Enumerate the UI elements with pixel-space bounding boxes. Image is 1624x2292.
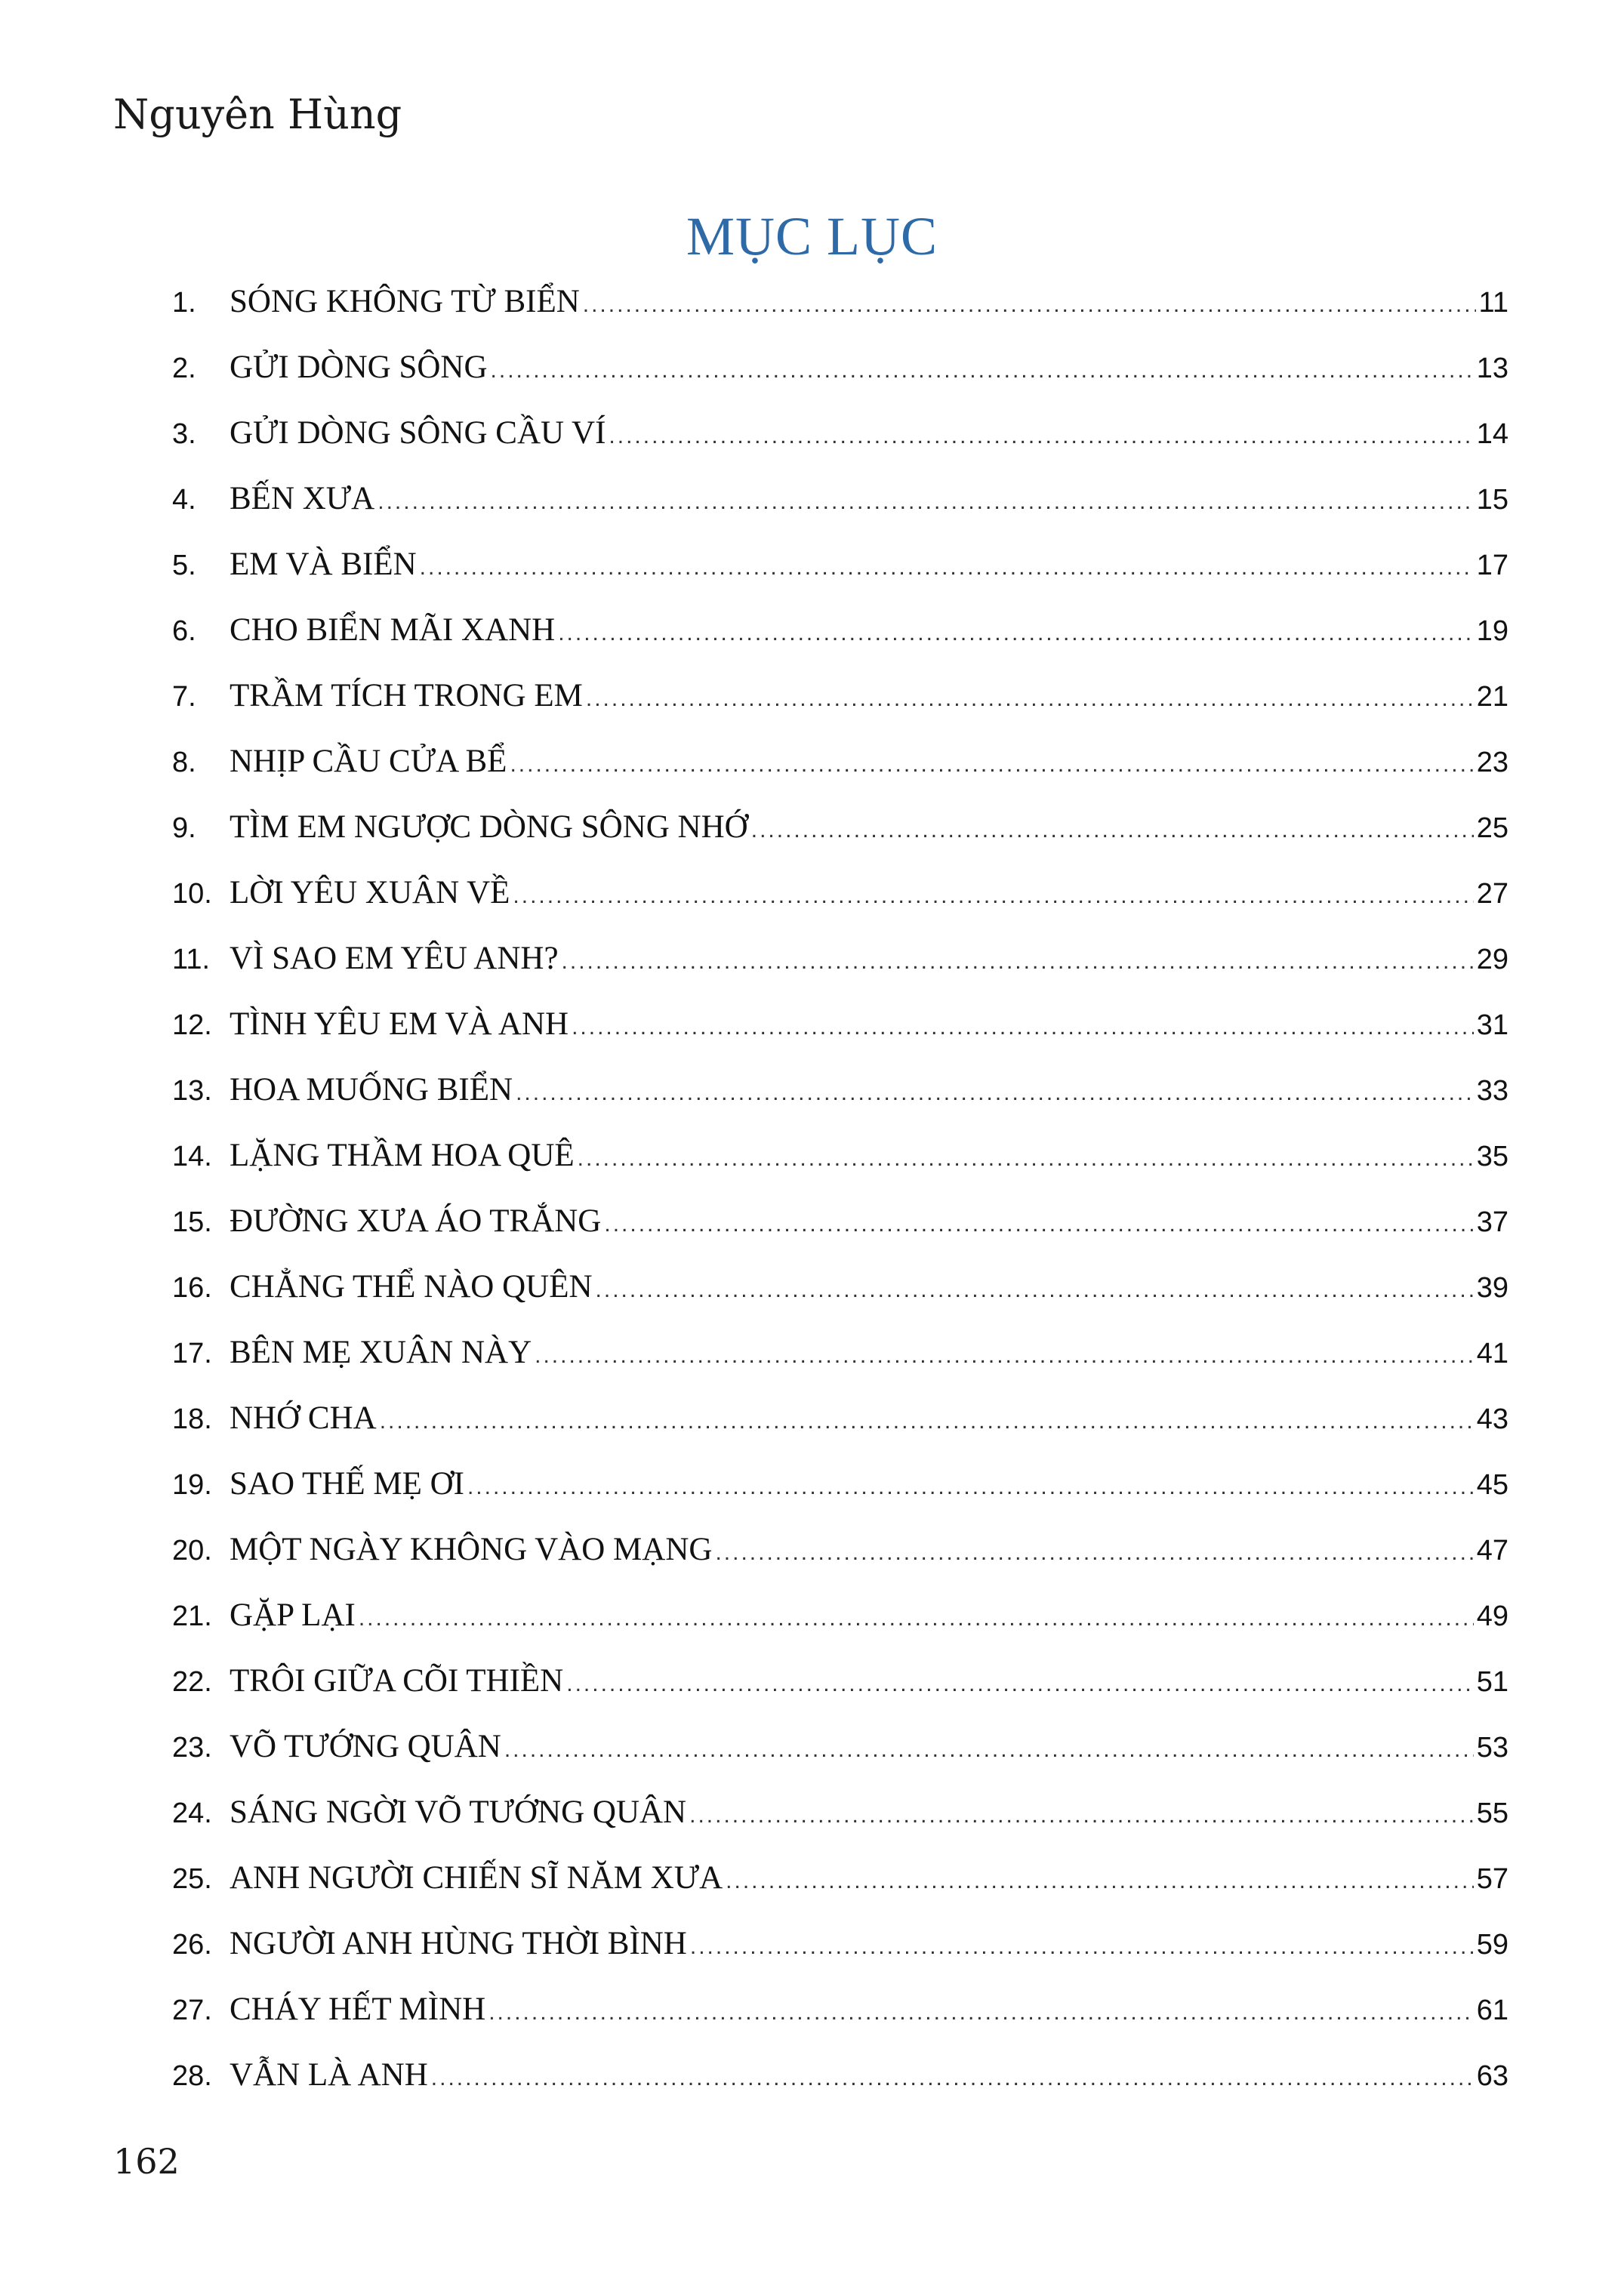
toc-entry-page: 31 bbox=[1476, 1009, 1508, 1041]
toc-entry-title: ĐƯỜNG XƯA ÁO TRẮNG bbox=[230, 1203, 602, 1239]
toc-entry-page: 37 bbox=[1476, 1206, 1508, 1238]
toc-entry-number: 26. bbox=[172, 1929, 212, 1961]
toc-dot-leader bbox=[566, 1656, 1473, 1713]
toc-entry-title: LẶNG THẦM HOA QUÊ bbox=[230, 1138, 575, 1173]
toc-entry-title: BÊN MẸ XUÂN NÀY bbox=[230, 1335, 532, 1370]
toc-entry-page: 53 bbox=[1476, 1732, 1508, 1764]
toc-dot-leader bbox=[510, 736, 1473, 793]
toc-entry[interactable] bbox=[172, 1587, 1508, 1653]
toc-entry-number: 20. bbox=[172, 1535, 212, 1567]
toc-entry-title: TRẦM TÍCH TRONG EM bbox=[230, 678, 583, 713]
toc-entry-page: 45 bbox=[1476, 1469, 1508, 1501]
toc-entry-page: 57 bbox=[1476, 1863, 1508, 1895]
toc-entry-number: 19. bbox=[172, 1469, 212, 1501]
toc-entry-page: 11 bbox=[1478, 287, 1508, 319]
toc-entry[interactable] bbox=[172, 930, 1508, 996]
toc-entry-number: 23. bbox=[172, 1732, 212, 1764]
toc-entry-title: BẾN XƯA bbox=[230, 481, 375, 516]
toc-entry-title: VẪN LÀ ANH bbox=[230, 2057, 428, 2093]
toc-entry-title: TÌM EM NGƯỢC DÒNG SÔNG NHỚ bbox=[230, 809, 748, 845]
toc-entry[interactable] bbox=[172, 733, 1508, 799]
toc-dot-leader bbox=[596, 1262, 1474, 1319]
toc-entry-number: 24. bbox=[172, 1798, 212, 1829]
toc-entry-number: 10. bbox=[172, 878, 212, 910]
toc-entry[interactable] bbox=[172, 602, 1508, 667]
toc-entry-page: 35 bbox=[1476, 1141, 1508, 1172]
toc-entry-page: 13 bbox=[1476, 353, 1508, 384]
toc-entry-title: TRÔI GIỮA CÕI THIỀN bbox=[230, 1663, 564, 1699]
toc-title: MỤC LỤC bbox=[686, 206, 938, 266]
toc-entry[interactable] bbox=[172, 799, 1508, 864]
toc-entry-number: 15. bbox=[172, 1206, 212, 1238]
toc-entry-title: SÁNG NGỜI VÕ TƯỚNG QUÂN bbox=[230, 1794, 687, 1830]
toc-entry-title: VÕ TƯỚNG QUÂN bbox=[230, 1729, 501, 1764]
toc-entry-page: 15 bbox=[1476, 484, 1508, 516]
toc-dot-leader bbox=[431, 2050, 1474, 2107]
toc-entry-number: 4. bbox=[172, 484, 196, 516]
page-number: 162 bbox=[113, 2141, 180, 2182]
toc-entry-title: NHỊP CẦU CỬA BỂ bbox=[230, 744, 507, 779]
toc-entry-page: 49 bbox=[1476, 1600, 1508, 1632]
toc-entry[interactable] bbox=[172, 339, 1508, 405]
toc-entry-page: 61 bbox=[1476, 1995, 1508, 2026]
toc-dot-leader bbox=[751, 802, 1474, 859]
toc-entry-page: 41 bbox=[1476, 1338, 1508, 1369]
toc-entry[interactable] bbox=[172, 1521, 1508, 1587]
toc-entry-page: 59 bbox=[1476, 1929, 1508, 1961]
toc-entry[interactable] bbox=[172, 273, 1508, 339]
toc-entry-number: 9. bbox=[172, 812, 196, 844]
toc-dot-leader bbox=[516, 1064, 1474, 1122]
toc-entry-number: 21. bbox=[172, 1600, 212, 1632]
toc-dot-leader bbox=[359, 1590, 1474, 1647]
toc-dot-leader bbox=[558, 605, 1474, 662]
toc-dot-leader bbox=[604, 1196, 1473, 1253]
toc-entry[interactable] bbox=[172, 1784, 1508, 1850]
toc-entry-number: 25. bbox=[172, 1863, 212, 1895]
toc-entry-title: HOA MUỐNG BIỂN bbox=[230, 1072, 513, 1107]
toc-entry[interactable] bbox=[172, 1390, 1508, 1456]
toc-entry[interactable] bbox=[172, 405, 1508, 470]
toc-dot-leader bbox=[583, 276, 1476, 334]
toc-entry-number: 5. bbox=[172, 550, 196, 581]
toc-entry-page: 51 bbox=[1476, 1666, 1508, 1698]
toc-dot-leader bbox=[467, 1459, 1474, 1516]
toc-entry[interactable] bbox=[172, 996, 1508, 1061]
toc-dot-leader bbox=[572, 999, 1474, 1056]
toc-entry[interactable] bbox=[172, 667, 1508, 733]
toc-entry-title: CHÁY HẾT MÌNH bbox=[230, 1992, 486, 2027]
toc-entry[interactable] bbox=[172, 864, 1508, 930]
toc-entry-title: SAO THẾ MẸ ƠI bbox=[230, 1466, 464, 1502]
toc-entry[interactable] bbox=[172, 1850, 1508, 1915]
toc-entry-title: SÓNG KHÔNG TỪ BIỂN bbox=[230, 284, 580, 319]
toc-entry-title: MỘT NGÀY KHÔNG VÀO MẠNG bbox=[230, 1532, 713, 1567]
toc-dot-leader bbox=[586, 670, 1474, 728]
toc-entry-number: 22. bbox=[172, 1666, 212, 1698]
toc-entry-number: 17. bbox=[172, 1338, 212, 1369]
toc-entry-page: 63 bbox=[1476, 2060, 1508, 2092]
running-header-author: Nguyên Hùng bbox=[113, 91, 402, 138]
toc-entry-number: 16. bbox=[172, 1272, 212, 1304]
toc-entry[interactable] bbox=[172, 2047, 1508, 2112]
toc-entry-number: 7. bbox=[172, 681, 196, 713]
toc-entry-number: 1. bbox=[172, 287, 196, 319]
toc-dot-leader bbox=[726, 1853, 1474, 1910]
toc-dot-leader bbox=[420, 539, 1474, 596]
toc-entry-page: 19 bbox=[1476, 615, 1508, 647]
toc-entry-number: 13. bbox=[172, 1075, 212, 1107]
toc-dot-leader bbox=[690, 1918, 1474, 1976]
toc-entry-title: LỜI YÊU XUÂN VỀ bbox=[230, 875, 510, 910]
toc-entry[interactable] bbox=[172, 536, 1508, 602]
toc-dot-leader bbox=[377, 473, 1473, 531]
toc-entry-page: 21 bbox=[1476, 681, 1508, 713]
toc-entry-number: 28. bbox=[172, 2060, 212, 2092]
toc-dot-leader bbox=[689, 1787, 1474, 1844]
toc-entry-number: 14. bbox=[172, 1141, 212, 1172]
toc-entry-title: GỬI DÒNG SÔNG CẦU VÍ bbox=[230, 415, 606, 451]
toc-entry[interactable] bbox=[172, 1456, 1508, 1521]
toc-entry-page: 14 bbox=[1476, 418, 1508, 450]
toc-entry-number: 8. bbox=[172, 747, 196, 778]
toc-entry-title: TÌNH YÊU EM VÀ ANH bbox=[230, 1006, 569, 1042]
toc-entry[interactable] bbox=[172, 1915, 1508, 1981]
toc-entry-number: 11. bbox=[172, 944, 211, 975]
toc-entry[interactable] bbox=[172, 1981, 1508, 2047]
toc-entry-number: 18. bbox=[172, 1403, 212, 1435]
toc-entry-title: NGƯỜI ANH HÙNG THỜI BÌNH bbox=[230, 1926, 687, 1961]
toc-entry-page: 23 bbox=[1476, 747, 1508, 778]
toc-entry[interactable] bbox=[172, 1127, 1508, 1193]
toc-dot-leader bbox=[488, 1984, 1474, 2041]
toc-entry[interactable] bbox=[172, 1718, 1508, 1784]
toc-dot-leader bbox=[513, 867, 1473, 925]
toc-dot-leader bbox=[578, 1130, 1474, 1188]
toc-entry-title: CHẲNG THỂ NÀO QUÊN bbox=[230, 1269, 593, 1305]
toc-entry-title: ANH NGƯỜI CHIẾN SĨ NĂM XƯA bbox=[230, 1860, 723, 1896]
toc-entry-page: 25 bbox=[1476, 812, 1508, 844]
toc-dot-leader bbox=[562, 933, 1474, 990]
toc-entry-page: 39 bbox=[1476, 1272, 1508, 1304]
toc-entry[interactable] bbox=[172, 1258, 1508, 1324]
toc-entry-number: 6. bbox=[172, 615, 196, 647]
toc-entry-page: 27 bbox=[1476, 878, 1508, 910]
toc-entry-number: 27. bbox=[172, 1995, 212, 2026]
toc-entry-number: 2. bbox=[172, 353, 196, 384]
toc-dot-leader bbox=[380, 1393, 1474, 1450]
toc-list bbox=[172, 273, 1508, 2112]
toc-entry-title: NHỚ CHA bbox=[230, 1400, 377, 1436]
toc-entry-page: 43 bbox=[1476, 1403, 1508, 1435]
toc-entry[interactable] bbox=[172, 1324, 1508, 1390]
toc-entry-title: EM VÀ BIỂN bbox=[230, 547, 417, 582]
toc-entry-page: 47 bbox=[1476, 1535, 1508, 1567]
toc-entry-title: GỬI DÒNG SÔNG bbox=[230, 350, 488, 385]
toc-dot-leader bbox=[609, 408, 1473, 465]
toc-entry[interactable] bbox=[172, 1193, 1508, 1258]
toc-entry-page: 33 bbox=[1476, 1075, 1508, 1107]
toc-entry-page: 17 bbox=[1476, 550, 1508, 581]
toc-entry-title: CHO BIỂN MÃI XANH bbox=[230, 612, 556, 648]
toc-dot-leader bbox=[715, 1524, 1473, 1582]
toc-entry-title: GẶP LẠI bbox=[230, 1597, 356, 1633]
toc-entry[interactable] bbox=[172, 1653, 1508, 1718]
toc-entry[interactable] bbox=[172, 470, 1508, 536]
toc-entry-number: 3. bbox=[172, 418, 196, 450]
toc-entry-title: VÌ SAO EM YÊU ANH? bbox=[230, 941, 559, 976]
toc-entry[interactable] bbox=[172, 1061, 1508, 1127]
toc-entry-number: 12. bbox=[172, 1009, 212, 1041]
toc-dot-leader bbox=[535, 1327, 1474, 1385]
toc-entry-page: 29 bbox=[1476, 944, 1508, 975]
toc-dot-leader bbox=[491, 342, 1474, 399]
toc-dot-leader bbox=[504, 1721, 1474, 1779]
toc-entry-page: 55 bbox=[1476, 1798, 1508, 1829]
